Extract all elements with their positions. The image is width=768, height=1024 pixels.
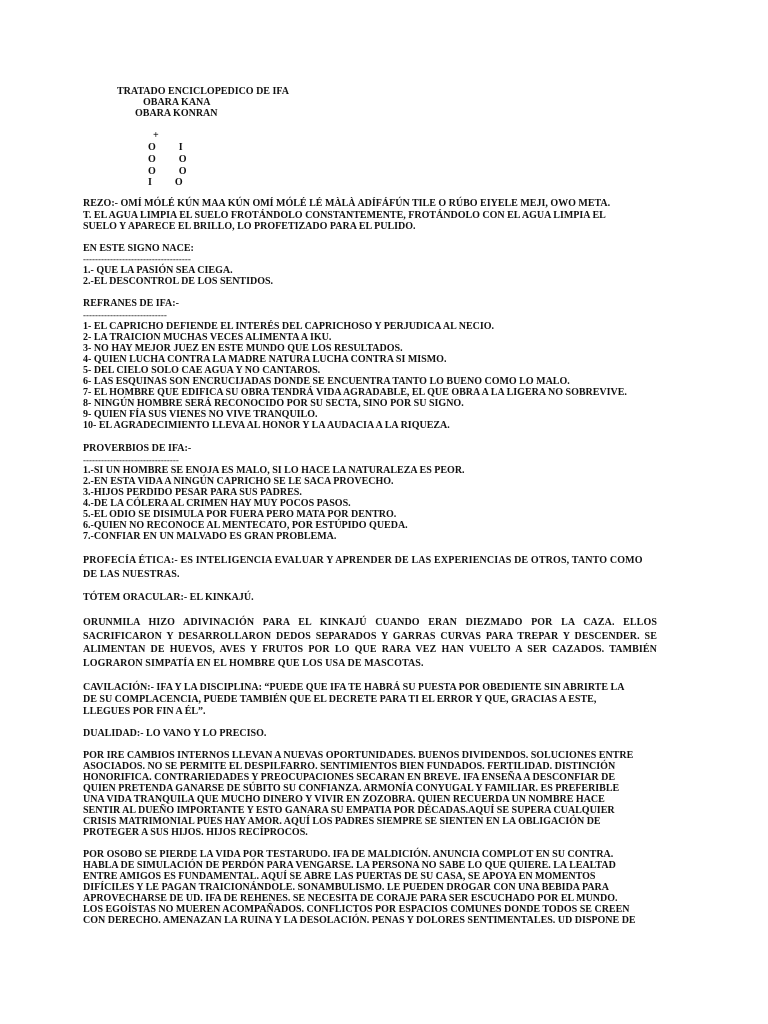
cavilacion-line-2: DE SU COMPLACENCIA, PUEDE TAMBIÉN QUE EL DECRETE PARA TI EL ERROR Y QUE, GRACIAS A ESTE, bbox=[83, 694, 597, 705]
proverbio-item: 7.-CONFIAR EN UN MALVADO ES GRAN PROBLEMA. bbox=[83, 531, 337, 542]
ire-line: POR IRE CAMBIOS INTERNOS LLEVAN A NUEVAS OPORTUNIDADES. BUENOS DIVIDENDOS. SOLUCIONES ENTRE bbox=[83, 750, 634, 761]
signo-row-1: O I bbox=[148, 142, 189, 153]
osobo-line: CON DERECHO. AMENAZAN LA RUINA Y LA DESOLACIÓN. PENAS Y DOLORES SENTIMENTALES. UD DISPONE DE bbox=[83, 915, 636, 926]
ire-line: CRISIS MATRIMONIAL PUES HAY AMOR. AQUÍ LOS PADRES SIEMPRE SE SIENTEN EN LA OBLIGACIÓN DE bbox=[83, 816, 601, 827]
rezo-line-1: REZO:- OMÍ MÓLÉ KÚN MAA KÚN OMÍ MÓLÉ LÉ MÀLÀ ADÍFÁFÚN TILE O RÚBO EIYELE MEJI, OWO META. bbox=[83, 198, 611, 209]
osobo-line: LOS EGOÍSTAS NO MUEREN ACOMPAÑADOS. CONFLICTOS POR ESPACIOS COMUNES DONDE TODOS SE CREEN bbox=[83, 904, 630, 915]
proverbio-item: 6.-QUIEN NO RECONOCE AL MENTECATO, POR ESTÚPIDO QUEDA. bbox=[83, 520, 408, 531]
refranes-divider: ---------------------------- bbox=[83, 310, 167, 320]
totem-oracular: TÓTEM ORACULAR:- EL KINKAJÚ. bbox=[83, 592, 254, 603]
profecia-line-2: DE LAS NUESTRAS. bbox=[83, 569, 180, 580]
cavilacion-line-3: LLEGUES POR FIN A ÉL”. bbox=[83, 706, 206, 717]
nace-heading: EN ESTE SIGNO NACE: bbox=[83, 243, 194, 254]
document-title: TRATADO ENCICLOPEDICO DE IFA bbox=[117, 86, 289, 97]
proverbio-item: 5.-EL ODIO SE DISIMULA POR FUERA PERO MATA POR DENTRO. bbox=[83, 509, 397, 520]
orunmila-paragraph: ORUNMILA HIZO ADIVINACIÓN PARA EL KINKAJÚ CUANDO ERAN DIEZMADO POR LA CAZA. ELLOS SACRIFICARON Y DESARROLLARON DEDOS SEPARADOS Y GARRAS CURVAS PARA TREPAR Y DESCENDER. SE ALIMENTAN DE HUEVOS, AVES Y FRUTOS POR LO QUE RARA VEZ HAN VUELTO A SER CAZADOS. TAMBIÉN LOGRARON SIMPATÍA EN EL HOMBRE QUE LOS USA DE MASCOTAS. bbox=[83, 617, 657, 669]
osobo-line: ENTRE AMIGOS ES FUNDAMENTAL. AQUÍ SE ABRE LAS PUERTAS DE SU CASA, SE APOYA EN MOMENTOS bbox=[83, 871, 596, 882]
proverbio-item: 2.-EN ESTA VIDA A NINGÚN CAPRICHO SE LE SACA PROVECHO. bbox=[83, 476, 394, 487]
signo-row-2: O O bbox=[148, 154, 193, 165]
refran-item: 2- LA TRAICION MUCHAS VECES ALIMENTA A IKU. bbox=[83, 332, 332, 343]
nace-item: 1.- QUE LA PASIÓN SEA CIEGA. bbox=[83, 265, 233, 276]
proverbio-item: 1.-SI UN HOMBRE SE ENOJA ES MALO, SI LO HACE LA NATURALEZA ES PEOR. bbox=[83, 465, 465, 476]
refran-item: 4- QUIEN LUCHA CONTRA LA MADRE NATURA LUCHA CONTRA SI MISMO. bbox=[83, 354, 447, 365]
refran-item: 7- EL HOMBRE QUE EDIFICA SU OBRA TENDRÁ VIDA AGRADABLE, EL QUE OBRA A LA LIGERA NO SOBREVIVE. bbox=[83, 387, 627, 398]
refran-item: 5- DEL CIELO SOLO CAE AGUA Y NO CANTAROS. bbox=[83, 365, 321, 376]
dualidad-line: DUALIDAD:- LO VANO Y LO PRECISO. bbox=[83, 728, 267, 739]
proverbios-divider: -------------------------------- bbox=[83, 455, 179, 465]
proverbio-item: 3.-HIJOS PERDIDO PESAR PARA SUS PADRES. bbox=[83, 487, 302, 498]
refran-item: 1- EL CAPRICHO DEFIENDE EL INTERÉS DEL CAPRICHOSO Y PERJUDICA AL NECIO. bbox=[83, 321, 495, 332]
rezo-line-3: SUELO Y APARECE EL BRILLO, LO PROFETIZADO PARA EL PULIDO. bbox=[83, 221, 416, 232]
cavilacion-line-1: CAVILACIÓN:- IFA Y LA DISCIPLINA: “PUEDE QUE IFA TE HABRÁ SU PUESTA POR OBEDIENTE SIN ABRIRTE LA bbox=[83, 682, 625, 693]
osobo-line: HABLA DE SIMULACIÓN DE PERDÓN PARA VENGARSE. LA PERSONA NO SABE LO QUE QUIERE. LA LEALTAD bbox=[83, 860, 616, 871]
proverbios-heading: PROVERBIOS DE IFA:- bbox=[83, 443, 192, 454]
refran-item: 9- QUIEN FÍA SUS VIENES NO VIVE TRANQUILO. bbox=[83, 409, 318, 420]
rezo-line-2: T. EL AGUA LIMPIA EL SUELO FROTÁNDOLO CONSTANTEMENTE, FROTÁNDOLO CON EL AGUA LIMPIA EL bbox=[83, 210, 606, 221]
profecia-line-1: PROFECÍA ÉTICA:- ES INTELIGENCIA EVALUAR Y APRENDER DE LAS EXPERIENCIAS DE OTROS, TANTO COMO bbox=[83, 555, 643, 566]
refranes-heading: REFRANES DE IFA:- bbox=[83, 298, 179, 309]
ire-line: ASOCIADOS. NO SE PERMITE EL DESPILFARRO. SENTIMIENTOS BIEN FUNDADOS. FERTILIDAD. DISTINCIÓN bbox=[83, 761, 616, 772]
signo-row-4: I O bbox=[148, 177, 189, 188]
osobo-line: APROVECHARSE DE UD. IFA DE REHENES. SE NECESITA DE CORAJE PARA SER ESCUCHADO POR EL MUNDO. bbox=[83, 893, 618, 904]
signo-name: OBARA KANA bbox=[143, 97, 211, 108]
nace-item: 2.-EL DESCONTROL DE LOS SENTIDOS. bbox=[83, 276, 274, 287]
refran-item: 3- NO HAY MEJOR JUEZ EN ESTE MUNDO QUE LOS RESULTADOS. bbox=[83, 343, 403, 354]
ire-line: UNA VIDA TRANQUILA QUE MUCHO DINERO Y VIVIR EN ZOZOBRA. QUIEN RECUERDA UN NOMBRE HACE bbox=[83, 794, 605, 805]
osobo-line: DIFÍCILES Y LE PAGAN TRAICIONÁNDOLE. SONAMBULISMO. LE PUEDEN DROGAR CON UNA BEBIDA PARA bbox=[83, 882, 609, 893]
refran-item: 10- EL AGRADECIMIENTO LLEVA AL HONOR Y LA AUDACIA A LA RIQUEZA. bbox=[83, 420, 450, 431]
ire-line: SENTIR AL DUEÑO IMPORTANTE Y ESTO GANARA SU EMPATIA POR DÉCADAS.AQUÍ SE SUPERA CUALQUIER bbox=[83, 805, 615, 816]
refran-item: 8- NINGÚN HOMBRE SERÁ RECONOCIDO POR SU SECTA, SINO POR SU SIGNO. bbox=[83, 398, 464, 409]
osobo-line: POR OSOBO SE PIERDE LA VIDA POR TESTARUDO. IFA DE MALDICIÓN. ANUNCIA COMPLOT EN SU CONTRA. bbox=[83, 849, 614, 860]
ire-line: PROTEGER A SUS HIJOS. HIJOS RECÍPROCOS. bbox=[83, 827, 308, 838]
ire-line: HONORIFICA. CONTRARIEDADES Y PREOCUPACIONES SECARAN EN BREVE. IFA ENSEÑA A DESCONFIAR DE bbox=[83, 772, 616, 783]
signo-row-3: O O bbox=[148, 166, 193, 177]
ire-line: QUIEN PRETENDA GANARSE DE SÚBITO SU CONFIANZA. ARMONÍA CONYUGAL Y FAMILIAR. ES PREFERIBLE bbox=[83, 783, 620, 794]
signo-subname: OBARA KONRAN bbox=[135, 108, 218, 119]
nace-divider: ------------------------------------ bbox=[83, 254, 191, 264]
signo-plus-mark: + bbox=[153, 130, 159, 141]
refran-item: 6- LAS ESQUINAS SON ENCRUCIJADAS DONDE SE ENCUENTRA TANTO LO BUENO COMO LO MALO. bbox=[83, 376, 570, 387]
proverbio-item: 4.-DE LA CÓLERA AL CRIMEN HAY MUY POCOS PASOS. bbox=[83, 498, 351, 509]
